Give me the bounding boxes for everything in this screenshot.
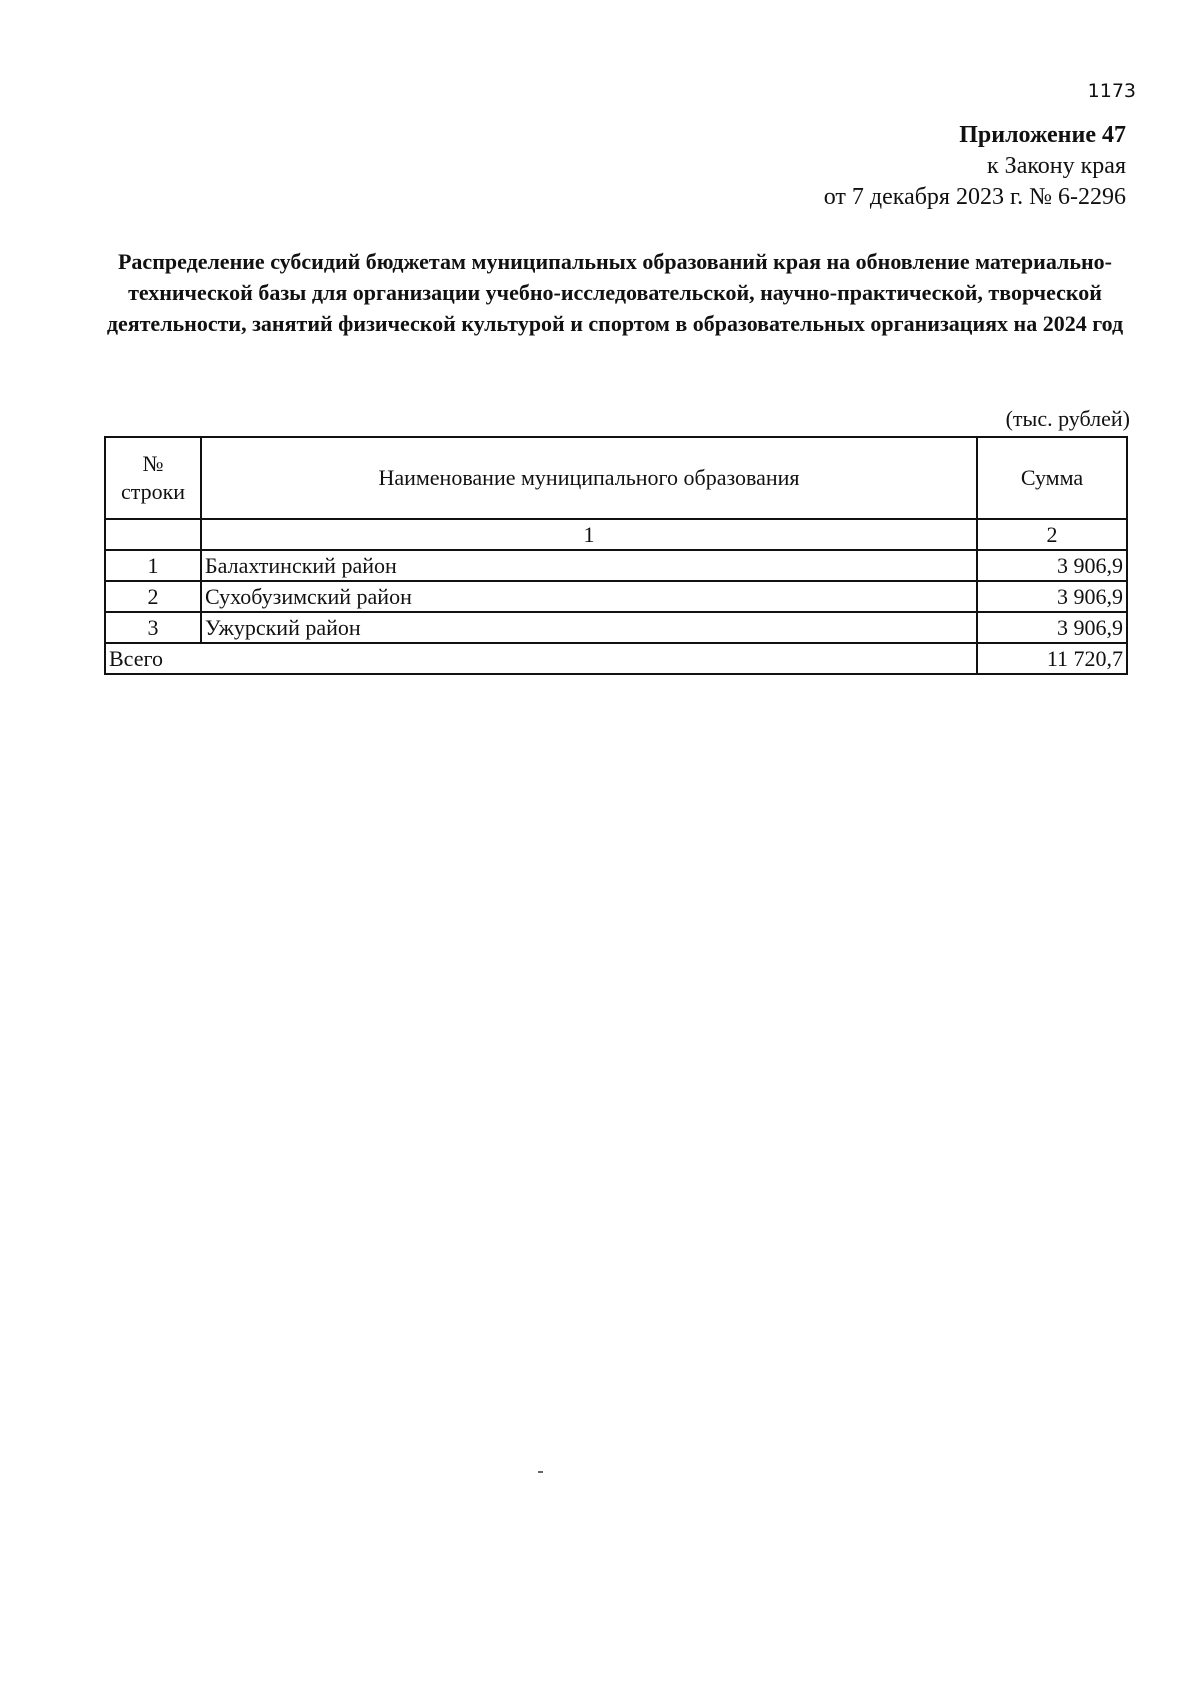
row-sum: 3 906,9 (977, 612, 1127, 643)
row-number: 2 (105, 581, 201, 612)
row-sum: 3 906,9 (977, 550, 1127, 581)
municipality-name: Сухобузимский район (201, 581, 977, 612)
table-row (105, 581, 1127, 612)
header-number-sign: № (142, 451, 164, 476)
column-index-name: 1 (201, 519, 977, 550)
appendix-law-date: от 7 декабря 2023 г. № 6-2296 (823, 184, 1126, 210)
header-row-number (105, 437, 201, 519)
column-index-sum: 2 (977, 519, 1127, 550)
row-sum: 3 906,9 (977, 581, 1127, 612)
municipality-name: Балахтинский район (201, 550, 977, 581)
unit-note: (тыс. рублей) (1005, 406, 1130, 431)
scan-speck (538, 1471, 543, 1473)
header-municipality-name: Наименование муниципального образования (201, 437, 977, 519)
appendix-law-reference: к Закону края (987, 153, 1126, 179)
header-sum: Сумма (977, 437, 1127, 519)
table-header-row (105, 437, 1127, 519)
page-number: 1173 (1087, 80, 1136, 102)
document-title: Распределение субсидий бюджетам муниципальных образований края на обновление материально-технической базы для организации учебно-исследовательской, научно-практической, творческой деятельности, занятий физической культурой и спортом в образовательных организациях на 2024 год (106, 249, 1124, 336)
total-label: Всего (105, 643, 977, 674)
column-index-row (105, 519, 1127, 550)
table-row (105, 612, 1127, 643)
row-number: 1 (105, 550, 201, 581)
municipality-name: Ужурский район (201, 612, 977, 643)
appendix-title: Приложение 47 (959, 122, 1126, 148)
table-row (105, 550, 1127, 581)
total-row (105, 643, 1127, 674)
column-index-num (105, 519, 201, 550)
total-sum: 11 720,7 (977, 643, 1127, 674)
header-number-label: строки (120, 479, 186, 504)
appendix-block (824, 120, 1126, 213)
row-number: 3 (105, 612, 201, 643)
subsidy-table (104, 436, 1128, 675)
